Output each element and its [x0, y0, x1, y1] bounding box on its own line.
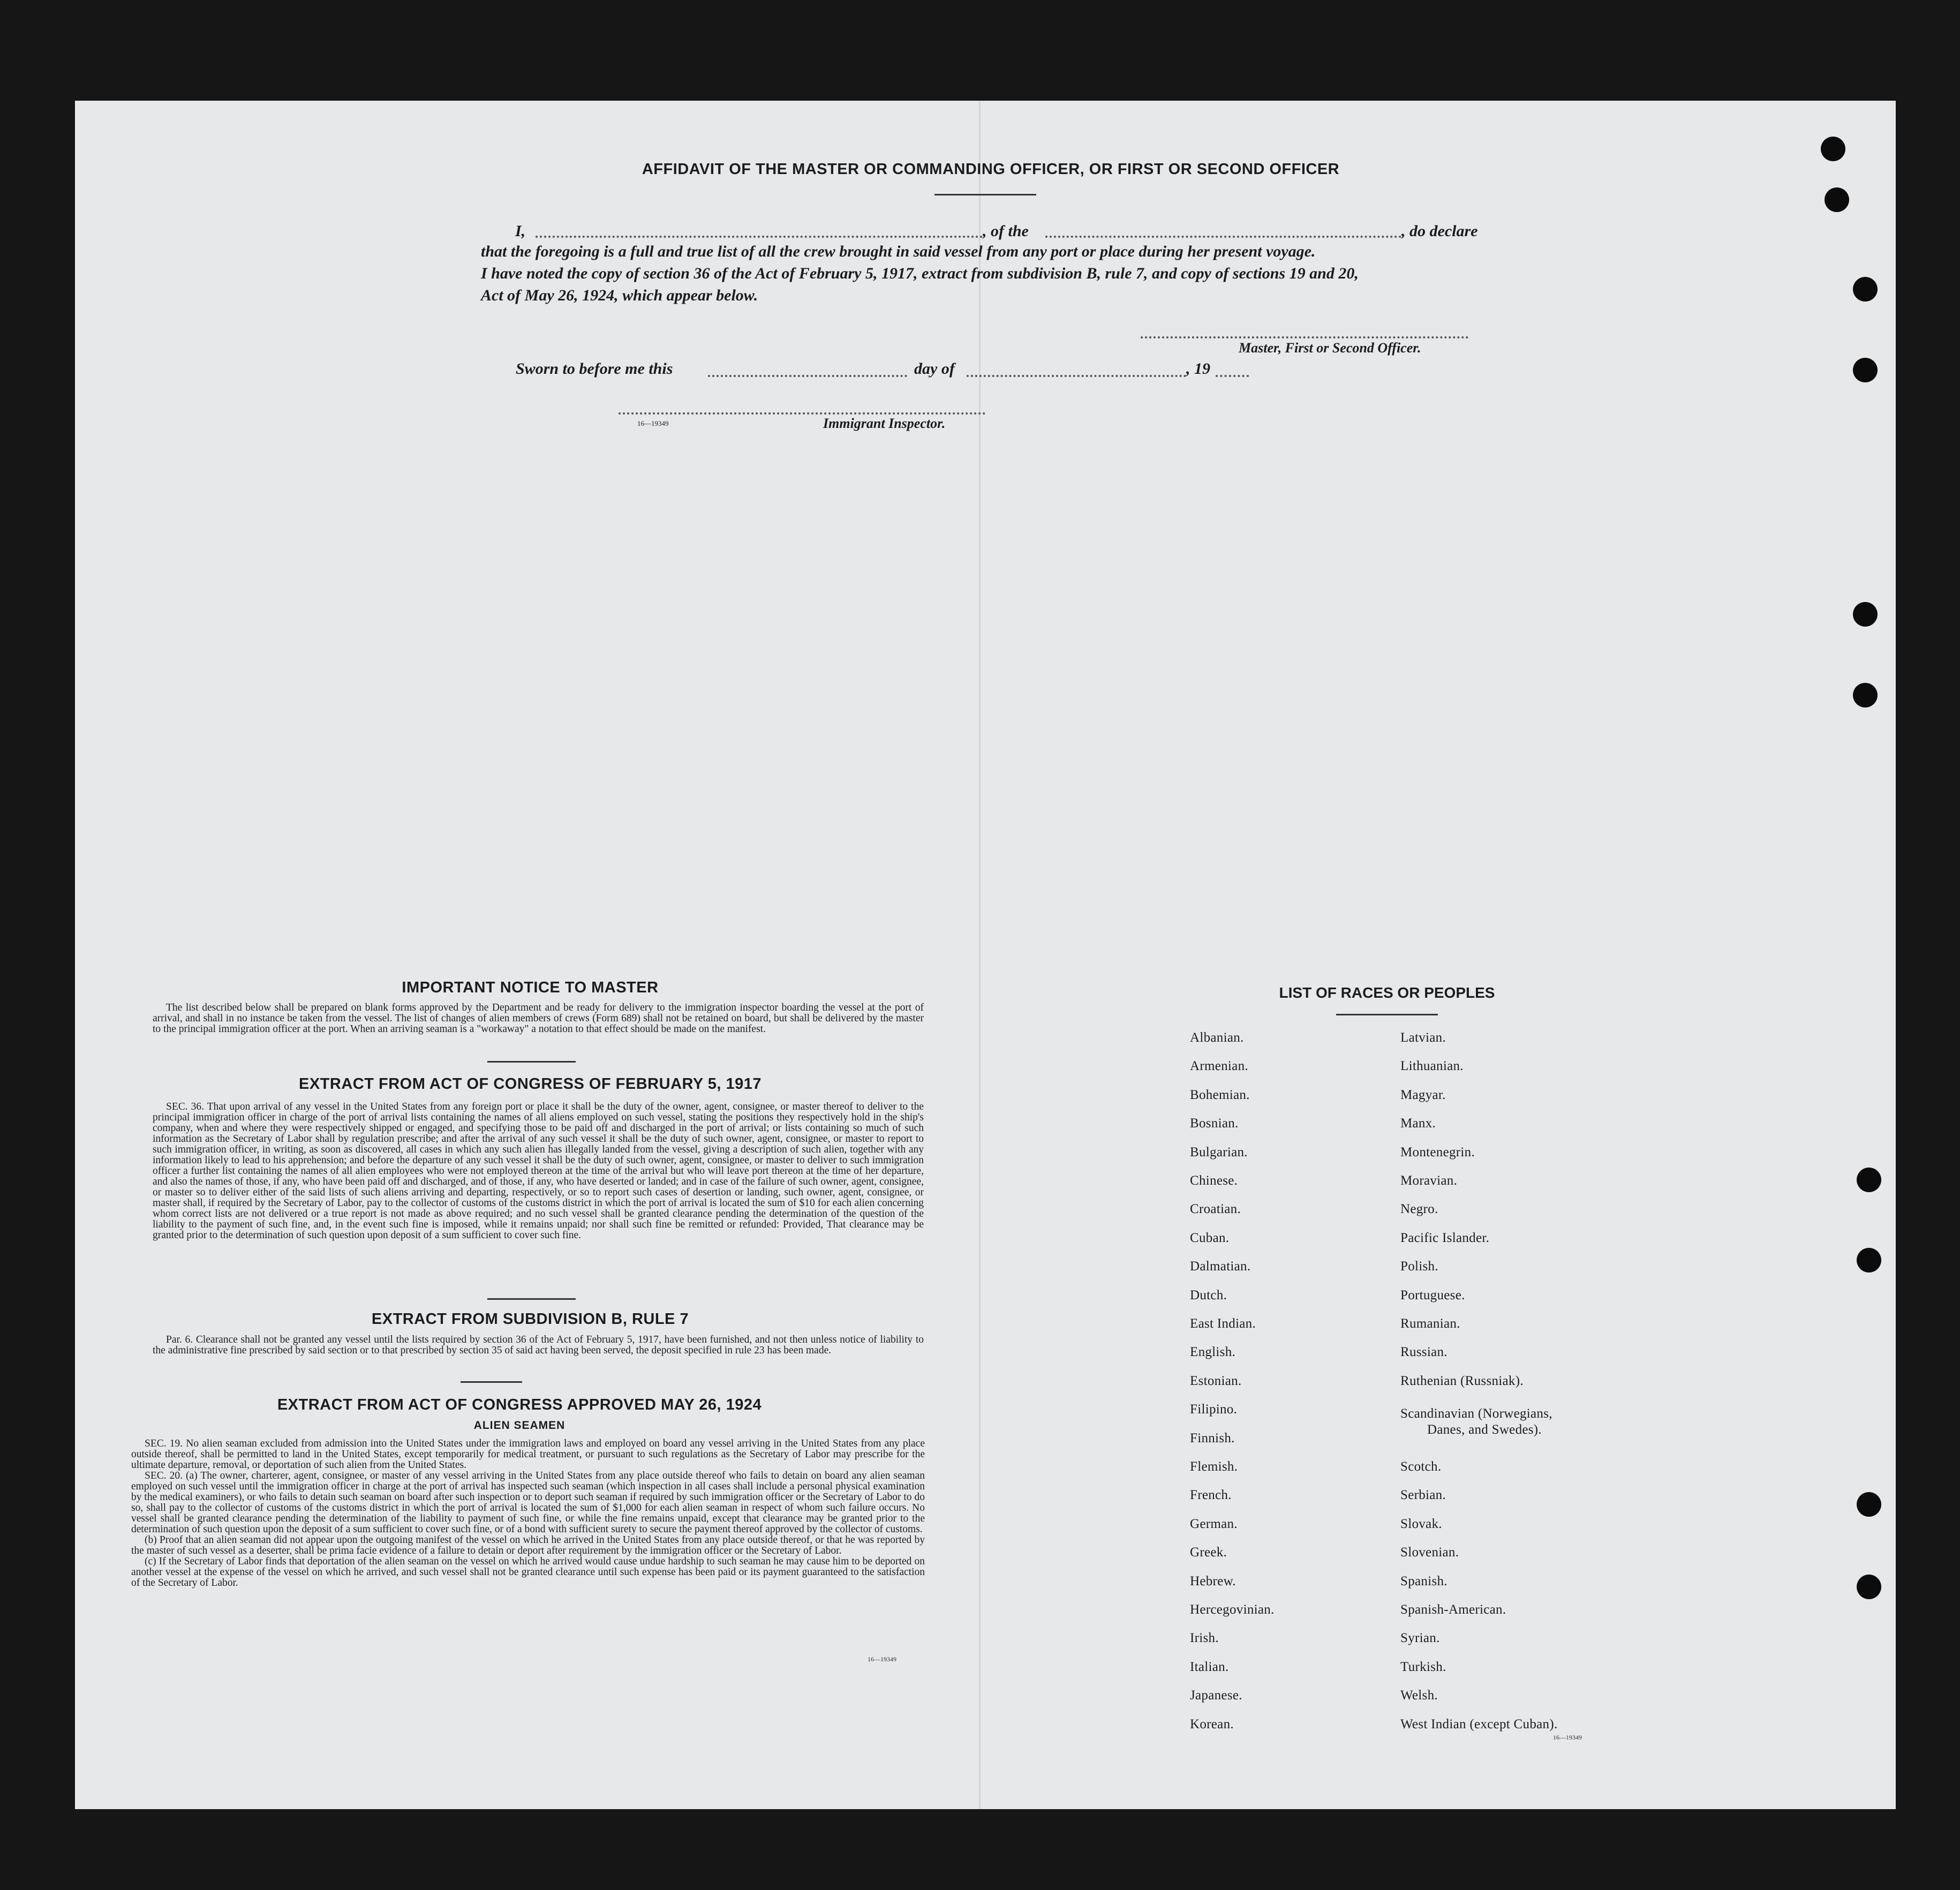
race-item: Chinese.: [1190, 1173, 1238, 1188]
punch-hole: [1821, 137, 1845, 161]
race-item: Manx.: [1400, 1116, 1436, 1131]
affidavit-i: I,: [515, 222, 526, 240]
year-blank[interactable]: [1216, 375, 1249, 377]
master-label: Master, First or Second Officer.: [1239, 340, 1421, 356]
rule7-text: [153, 1335, 924, 1356]
punch-hole: [1853, 602, 1878, 627]
sworn-month-blank[interactable]: [967, 375, 1186, 377]
race-item: Moravian.: [1400, 1173, 1458, 1188]
section-divider: [461, 1381, 522, 1383]
punch-hole: [1853, 277, 1878, 302]
race-item: Magyar.: [1400, 1087, 1446, 1102]
race-item: Slovenian.: [1400, 1545, 1459, 1560]
race-item: Bosnian.: [1190, 1116, 1239, 1131]
name-blank[interactable]: [536, 236, 983, 238]
affidavit-line3: I have noted the copy of section 36 of the Act of February 5, 1917, extract from subdivision B, rule 7, and copy of sections 19 and 20,: [481, 265, 1359, 282]
extract-1917-title: EXTRACT FROM ACT OF CONGRESS OF FEBRUARY 5, 1917: [298, 1075, 762, 1093]
race-item: Finnish.: [1190, 1430, 1235, 1445]
race-item: Rumanian.: [1400, 1316, 1460, 1331]
section-divider: [487, 1298, 576, 1300]
race-item: Polish.: [1400, 1259, 1438, 1274]
race-item: Hercegovinian.: [1190, 1602, 1275, 1617]
extract-1924-title: EXTRACT FROM ACT OF CONGRESS APPROVED MAY 26, 1924: [277, 1396, 762, 1413]
vessel-blank[interactable]: [1045, 236, 1401, 238]
race-item: Cuban.: [1190, 1230, 1230, 1245]
punch-hole: [1857, 1168, 1881, 1192]
race-item: Montenegrin.: [1400, 1144, 1475, 1159]
title-underline: [934, 194, 1036, 195]
sec36-paragraph: SEC. 36. That upon arrival of any vessel in the United States from any foreign port or place it shall be the duty of the owner, agent, consignee, or master thereof to deliver to the principal immigration officer in charge of the port of arrival lists containing the names of all aliens employed on such vessel, stating the positions they respectively hold in the ship's company, when and where they were respectively shipped or engaged, and specifying those to be paid off and discharged in the port of arrival; or lists containing so much of such information as the Secretary of Labor shall by regulation prescribe; and after the arrival of any such vessel it shall be the duty of such owner, agent, consignee, or master to report to such immigration officer, in writing, as soon as discovered, all cases in which any such alien has illegally landed from the vessel, giving a description of such alien, together with any information likely to lead to his apprehension; and before the departure of any such vessel it shall be the duty of such owner, agent, consignee, or master to deliver to such immigration officer a further list containing the names of all alien employees who were not employed thereon at the time of the arrival but who will leave port thereon at the time of her departure, and also the names of those, if any, who have been paid off and discharged, and of those, if any, who have deserted or landed; and in case of the failure of such owner, agent, consignee, or master so to deliver either of the said lists of such aliens arriving and departing, respectively, or so to report such cases of desertion or landing, such owner, agent, consignee, or master shall, if required by the Secretary of Labor, pay to the collector of customs of the customs district in which the port of arrival is located the sum of $10 for each alien concerning whom correct lists are not delivered or a true report is not made as above required; and no such vessel shall be granted clearance pending the determination of the question of the liability to the payment of such fine, and, in the event such fine is imposed, while it remains unpaid; nor shall such fine be remitted or refunded: Provided, That clearance may be granted prior to the determination of such question upon deposit of a sum sufficient to cover such fine.: [153, 1101, 924, 1241]
punch-hole: [1857, 1575, 1881, 1599]
races-title-underline: [1336, 1014, 1438, 1015]
affidavit-line2: that the foregoing is a full and true list of all the crew brought in said vessel from any port or place during her present voyage.: [481, 243, 1316, 260]
section-divider: [487, 1061, 576, 1063]
race-item: Korean.: [1190, 1716, 1234, 1731]
inspector-signature-line[interactable]: [619, 412, 985, 415]
rule7-title: EXTRACT FROM SUBDIVISION B, RULE 7: [371, 1311, 689, 1328]
race-item: Italian.: [1190, 1659, 1229, 1674]
race-item: Russian.: [1400, 1345, 1448, 1360]
notice-title: IMPORTANT NOTICE TO MASTER: [402, 979, 659, 996]
punch-hole: [1857, 1492, 1881, 1517]
sec20b-paragraph: (b) Proof that an alien seaman did not appear upon the outgoing manifest of the vessel on which he arrived in the United States from any place outside thereof, or that he was reported by the master of such vessel as a deserter, shall be prima facie evidence of a failure to detain or deport after requirement by the immigration officer or the Secretary of Labor.: [131, 1534, 925, 1556]
par6-paragraph: Par. 6. Clearance shall not be granted any vessel until the lists required by section 36 of the Act of February 5, 1917, have been furnished, and not then unless notice of liability to the administrative fine prescribed by said section or to that prescribed by section 35 of said act having been served, the deposit specified in rule 23 has been made.: [153, 1334, 924, 1356]
race-item: Greek.: [1190, 1545, 1227, 1560]
race-item: Turkish.: [1400, 1659, 1446, 1674]
punch-hole: [1825, 187, 1849, 212]
race-item: Negro.: [1400, 1202, 1438, 1217]
race-item: West Indian (except Cuban).: [1400, 1716, 1558, 1731]
notice-text: [153, 1003, 924, 1035]
affidavit-of-the: , of the: [983, 222, 1029, 240]
form-number-right: 16—19349: [1553, 1734, 1582, 1741]
day-of-label: day of: [914, 360, 955, 378]
race-item: German.: [1190, 1516, 1238, 1531]
year-prefix: , 19: [1186, 360, 1210, 378]
race-item: Spanish.: [1400, 1573, 1448, 1588]
race-item: Portuguese.: [1400, 1287, 1465, 1302]
race-item: Scotch.: [1400, 1459, 1442, 1474]
affidavit-do-declare: , do declare: [1401, 222, 1478, 240]
race-item: Dutch.: [1190, 1287, 1227, 1302]
fold-line: [979, 101, 981, 1809]
race-item: Danes, and Swedes).: [1427, 1422, 1542, 1437]
race-item: Spanish-American.: [1400, 1602, 1506, 1617]
sworn-day-blank[interactable]: [708, 375, 907, 377]
punch-hole: [1857, 1248, 1881, 1272]
notice-paragraph: The list described below shall be prepared on blank forms approved by the Department and be ready for delivery to the immigration inspector boarding the vessel at the port of arrival, and shall in no instance be taken from the vessel. The list of changes of alien members of crews (Form 689) shall not be retained on board, but shall be delivered by the master to the principal immigration officer at the port. When an arriving seaman is a "workaway" a notation to that effect should be made on the manifest.: [153, 1002, 924, 1035]
sec19-paragraph: SEC. 19. No alien seaman excluded from admission into the United States under the immigration laws and employed on board any vessel arriving in the United States from any place outside thereof, shall be permitted to land in the United States, except temporarily for medical treatment, or pursuant to such regulations as the Secretary of Labor may prescribe for the ultimate departure, removal, or deportation of such alien from the United States.: [131, 1438, 925, 1471]
sec20a-paragraph: SEC. 20. (a) The owner, charterer, agent, consignee, or master of any vessel arriving in the United States from any place outside thereof who fails to detain on board any alien seaman employed on such vessel until the immigration officer in charge at the port of arrival has inspected such seaman (which inspection in all cases shall include a personal physical examination by the medical examiners), or who fails to detain such seaman on board after such inspection or to deport such seaman if required by such immigration officer or the Secretary of Labor to do so, shall pay to the collector of customs of the customs district in which the port of arrival is located the sum of $1,000 for each alien seaman in respect of whom such failure occurs. No vessel shall be granted clearance pending the determination of the liability to payment of such fine, or while the fine remains unpaid, except that clearance may be granted prior to the determination of such question upon the deposit of a sum sufficient to cover such fine, or of a bond with sufficient surety to secure the payment thereof approved by the collector of customs.: [131, 1470, 925, 1535]
sworn-label: Sworn to before me this: [516, 360, 673, 378]
punch-hole: [1853, 683, 1878, 707]
punch-hole: [1853, 358, 1878, 382]
race-item: Japanese.: [1190, 1688, 1242, 1703]
form-number-left: 16—19349: [868, 1655, 896, 1663]
race-item: English.: [1190, 1345, 1236, 1360]
race-item: Flemish.: [1190, 1459, 1238, 1474]
race-item: Syrian.: [1400, 1631, 1440, 1646]
extract-1924-text: [131, 1439, 925, 1588]
race-item: Hebrew.: [1190, 1573, 1236, 1588]
race-item: Latvian.: [1400, 1030, 1446, 1045]
race-item: French.: [1190, 1488, 1232, 1503]
race-item: Ruthenian (Russniak).: [1400, 1373, 1524, 1388]
race-item: Scandinavian (Norwegians,: [1400, 1406, 1552, 1421]
race-item: Slovak.: [1400, 1516, 1442, 1531]
race-item: Lithuanian.: [1400, 1059, 1464, 1074]
race-item: Armenian.: [1190, 1059, 1248, 1074]
affidavit-title: AFFIDAVIT OF THE MASTER OR COMMANDING OFFICER, OR FIRST OR SECOND OFFICER: [642, 161, 1340, 178]
race-item: Bohemian.: [1190, 1087, 1250, 1102]
races-title: LIST OF RACES OR PEOPLES: [1279, 984, 1495, 1001]
race-item: Serbian.: [1400, 1488, 1446, 1503]
race-item: Estonian.: [1190, 1373, 1242, 1388]
master-signature-line[interactable]: [1141, 336, 1468, 338]
form-number: 16—19349: [637, 419, 669, 427]
race-item: Pacific Islander.: [1400, 1230, 1490, 1245]
extract-1917-text: [153, 1102, 924, 1241]
affidavit-line4: Act of May 26, 1924, which appear below.: [481, 287, 758, 304]
inspector-label: Immigrant Inspector.: [823, 416, 946, 431]
race-item: Filipino.: [1190, 1402, 1238, 1417]
race-item: Welsh.: [1400, 1688, 1438, 1703]
race-item: Dalmatian.: [1190, 1259, 1251, 1274]
race-item: East Indian.: [1190, 1316, 1256, 1331]
race-item: Bulgarian.: [1190, 1144, 1248, 1159]
race-item: Croatian.: [1190, 1202, 1241, 1217]
race-item: Albanian.: [1190, 1030, 1244, 1045]
race-item: Irish.: [1190, 1631, 1219, 1646]
alien-seamen-subtitle: ALIEN SEAMEN: [473, 1419, 566, 1432]
sec20c-paragraph: (c) If the Secretary of Labor finds that deportation of the alien seaman on the vessel on which he arrived would cause undue hardship to such seaman he may cause him to be deported on another vessel at the expense of the vessel on which he arrived, and such vessel shall not be granted clearance until such expense has been paid or its payment guaranteed to the satisfaction of the Secretary of Labor.: [131, 1556, 925, 1588]
